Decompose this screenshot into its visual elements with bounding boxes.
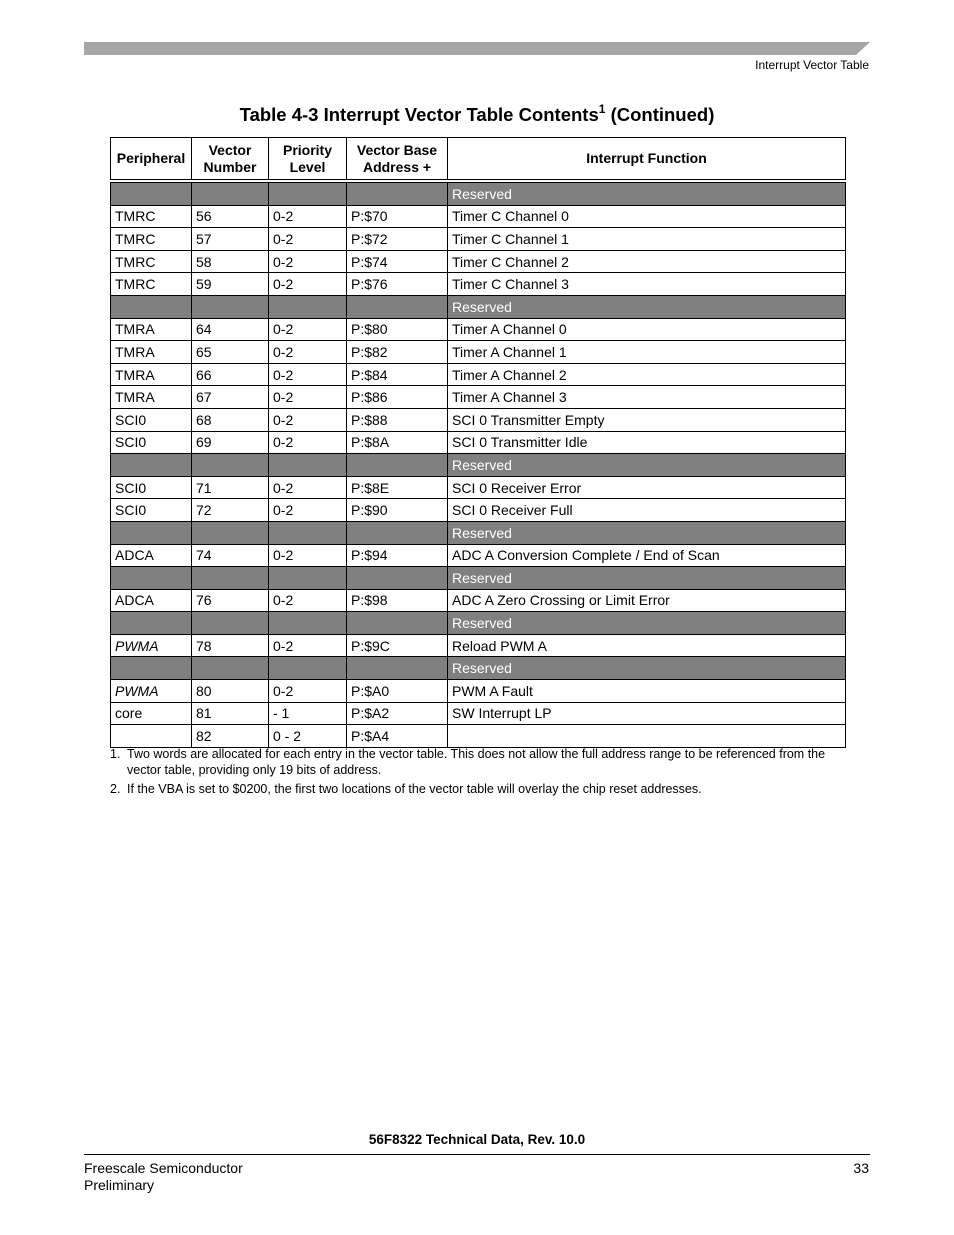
cell-peripheral <box>111 181 192 205</box>
table-row <box>111 341 846 364</box>
cell-priority-level: 0-2 <box>269 386 347 409</box>
table-row-reserved <box>111 521 846 544</box>
document-title: 56F8322 Technical Data, Rev. 10.0 <box>368 1132 586 1147</box>
table-row-reserved <box>111 567 846 590</box>
table-row-reserved <box>111 454 846 477</box>
cell-peripheral: TMRC <box>111 250 192 273</box>
cell-interrupt-function: Timer C Channel 2 <box>448 250 846 273</box>
cell-interrupt-function: SCI 0 Transmitter Idle <box>448 431 846 454</box>
table-row <box>111 205 846 228</box>
table-row <box>111 318 846 341</box>
cell-peripheral: PWMA <box>111 634 192 657</box>
document-status: Preliminary <box>84 1177 155 1193</box>
cell-vector-number <box>192 612 269 635</box>
cell-priority-level: 0-2 <box>269 205 347 228</box>
cell-vector-number: 69 <box>192 431 269 454</box>
page-number: 33 <box>853 1160 869 1176</box>
cell-interrupt-function: Reserved <box>448 295 846 318</box>
cell-vector-base-address: P:$76 <box>347 273 448 296</box>
table-row <box>111 476 846 499</box>
company-name: Freescale Semiconductor <box>84 1160 243 1176</box>
cell-interrupt-function: Timer A Channel 2 <box>448 363 846 386</box>
cell-vector-number: 71 <box>192 476 269 499</box>
cell-vector-base-address <box>347 181 448 205</box>
cell-vector-number: 57 <box>192 228 269 251</box>
cell-peripheral: TMRC <box>111 228 192 251</box>
cell-priority-level: 0-2 <box>269 408 347 431</box>
cell-vector-number: 74 <box>192 544 269 567</box>
table-row <box>111 725 846 748</box>
cell-vector-base-address: P:$98 <box>347 589 448 612</box>
cell-priority-level: 0-2 <box>269 273 347 296</box>
cell-peripheral <box>111 454 192 477</box>
cell-vector-base-address: P:$8A <box>347 431 448 454</box>
table-row-reserved <box>111 657 846 680</box>
cell-vector-base-address <box>347 295 448 318</box>
cell-vector-number: 72 <box>192 499 269 522</box>
cell-vector-number: 81 <box>192 702 269 725</box>
cell-vector-number: 59 <box>192 273 269 296</box>
cell-interrupt-function: Reserved <box>448 181 846 205</box>
table-row <box>111 634 846 657</box>
table-row <box>111 589 846 612</box>
cell-vector-number: 66 <box>192 363 269 386</box>
cell-priority-level <box>269 295 347 318</box>
cell-interrupt-function: Reserved <box>448 612 846 635</box>
cell-peripheral: SCI0 <box>111 408 192 431</box>
cell-priority-level: 0-2 <box>269 228 347 251</box>
cell-interrupt-function: Reserved <box>448 454 846 477</box>
cell-peripheral: TMRA <box>111 318 192 341</box>
table-body <box>111 181 846 747</box>
footnote-number: 2. <box>110 782 121 796</box>
cell-peripheral <box>111 612 192 635</box>
cell-interrupt-function: Timer A Channel 3 <box>448 386 846 409</box>
cell-priority-level: 0-2 <box>269 476 347 499</box>
cell-interrupt-function: PWM A Fault <box>448 680 846 703</box>
table-row <box>111 544 846 567</box>
cell-interrupt-function: SW Interrupt LP <box>448 702 846 725</box>
cell-interrupt-function: ADC A Zero Crossing or Limit Error <box>448 589 846 612</box>
cell-priority-level <box>269 657 347 680</box>
cell-interrupt-function: Timer A Channel 1 <box>448 341 846 364</box>
table-row <box>111 273 846 296</box>
table-row <box>111 680 846 703</box>
column-header-peripheral: Peripheral <box>111 138 192 182</box>
cell-priority-level: 0-2 <box>269 250 347 273</box>
cell-vector-number: 78 <box>192 634 269 657</box>
cell-interrupt-function: Timer C Channel 1 <box>448 228 846 251</box>
cell-peripheral: ADCA <box>111 544 192 567</box>
table-row-reserved <box>111 295 846 318</box>
cell-peripheral <box>111 521 192 544</box>
cell-priority-level: 0-2 <box>269 589 347 612</box>
cell-peripheral: TMRA <box>111 363 192 386</box>
cell-peripheral: TMRC <box>111 205 192 228</box>
footer-left <box>84 1160 243 1194</box>
cell-vector-base-address: P:$94 <box>347 544 448 567</box>
column-header-vector-base-address: Vector Base Address + <box>347 138 448 182</box>
cell-vector-number: 58 <box>192 250 269 273</box>
column-header-priority-level: Priority Level <box>269 138 347 182</box>
cell-priority-level: 0-2 <box>269 680 347 703</box>
cell-interrupt-function: Timer A Channel 0 <box>448 318 846 341</box>
cell-peripheral: SCI0 <box>111 476 192 499</box>
cell-vector-base-address: P:$70 <box>347 205 448 228</box>
cell-priority-level <box>269 454 347 477</box>
cell-vector-base-address <box>347 567 448 590</box>
cell-priority-level: 0 - 2 <box>269 725 347 748</box>
cell-peripheral <box>111 657 192 680</box>
cell-priority-level: 0-2 <box>269 431 347 454</box>
cell-vector-number <box>192 521 269 544</box>
cell-vector-base-address <box>347 454 448 477</box>
cell-interrupt-function: Timer C Channel 0 <box>448 205 846 228</box>
cell-interrupt-function: Reserved <box>448 567 846 590</box>
cell-vector-number <box>192 567 269 590</box>
table-row-reserved <box>111 181 846 205</box>
cell-interrupt-function: Reload PWM A <box>448 634 846 657</box>
table-row <box>111 408 846 431</box>
cell-priority-level <box>269 567 347 590</box>
cell-vector-base-address <box>347 521 448 544</box>
column-header-interrupt-function: Interrupt Function <box>448 138 846 182</box>
cell-vector-number: 64 <box>192 318 269 341</box>
cell-interrupt-function: Reserved <box>448 657 846 680</box>
header-bar <box>84 42 870 55</box>
cell-peripheral: TMRC <box>111 273 192 296</box>
cell-priority-level <box>269 521 347 544</box>
cell-priority-level: - 1 <box>269 702 347 725</box>
cell-vector-number: 67 <box>192 386 269 409</box>
cell-priority-level: 0-2 <box>269 634 347 657</box>
table-row <box>111 386 846 409</box>
cell-vector-number: 65 <box>192 341 269 364</box>
cell-vector-base-address: P:$90 <box>347 499 448 522</box>
cell-interrupt-function: ADC A Conversion Complete / End of Scan <box>448 544 846 567</box>
cell-priority-level: 0-2 <box>269 363 347 386</box>
cell-vector-base-address: P:$88 <box>347 408 448 431</box>
table-row-reserved <box>111 612 846 635</box>
cell-peripheral: TMRA <box>111 341 192 364</box>
cell-priority-level <box>269 612 347 635</box>
cell-vector-base-address: P:$A4 <box>347 725 448 748</box>
footer-divider <box>84 1154 870 1155</box>
cell-interrupt-function: Timer C Channel 3 <box>448 273 846 296</box>
cell-peripheral: PWMA <box>111 680 192 703</box>
footnote-text: Two words are allocated for each entry in the vector table. This does not allow the full address range to be referenced from the vector table, providing only 19 bits of address. <box>127 747 826 777</box>
table-row <box>111 228 846 251</box>
cell-vector-base-address: P:$A2 <box>347 702 448 725</box>
footnote-2 <box>110 781 845 797</box>
running-header: Interrupt Vector Table <box>755 58 869 72</box>
cell-vector-base-address: P:$74 <box>347 250 448 273</box>
cell-vector-number <box>192 181 269 205</box>
table-header-row <box>111 138 846 182</box>
cell-vector-base-address: P:$82 <box>347 341 448 364</box>
footnote-text: If the VBA is set to $0200, the first two locations of the vector table will overlay the chip reset addresses. <box>127 782 702 796</box>
cell-peripheral: SCI0 <box>111 431 192 454</box>
cell-peripheral: ADCA <box>111 589 192 612</box>
cell-priority-level <box>269 181 347 205</box>
cell-vector-base-address <box>347 612 448 635</box>
cell-priority-level: 0-2 <box>269 499 347 522</box>
cell-interrupt-function: Reserved <box>448 521 846 544</box>
table-row <box>111 431 846 454</box>
cell-vector-number <box>192 657 269 680</box>
table-row <box>111 250 846 273</box>
cell-interrupt-function: SCI 0 Receiver Error <box>448 476 846 499</box>
cell-vector-base-address: P:$80 <box>347 318 448 341</box>
cell-vector-base-address: P:$9C <box>347 634 448 657</box>
cell-vector-number: 80 <box>192 680 269 703</box>
cell-interrupt-function: SCI 0 Receiver Full <box>448 499 846 522</box>
cell-vector-number <box>192 454 269 477</box>
cell-interrupt-function <box>448 725 846 748</box>
cell-vector-base-address: P:$72 <box>347 228 448 251</box>
cell-vector-number <box>192 295 269 318</box>
footnotes <box>110 746 845 800</box>
interrupt-vector-table <box>110 137 846 748</box>
cell-vector-number: 82 <box>192 725 269 748</box>
cell-interrupt-function: SCI 0 Transmitter Empty <box>448 408 846 431</box>
cell-peripheral <box>111 567 192 590</box>
table-row <box>111 363 846 386</box>
table-title: Table 4-3 Interrupt Vector Table Contents$^1$ (Continued) <box>239 102 715 125</box>
cell-peripheral <box>111 725 192 748</box>
column-header-vector-number: Vector Number <box>192 138 269 182</box>
cell-vector-base-address <box>347 657 448 680</box>
cell-priority-level: 0-2 <box>269 318 347 341</box>
cell-vector-base-address: P:$84 <box>347 363 448 386</box>
cell-vector-base-address: P:$A0 <box>347 680 448 703</box>
cell-priority-level: 0-2 <box>269 341 347 364</box>
cell-priority-level: 0-2 <box>269 544 347 567</box>
cell-vector-number: 68 <box>192 408 269 431</box>
cell-peripheral: TMRA <box>111 386 192 409</box>
cell-vector-number: 56 <box>192 205 269 228</box>
table-row <box>111 499 846 522</box>
cell-vector-base-address: P:$8E <box>347 476 448 499</box>
footnote-1 <box>110 746 845 778</box>
title-footnote-marker: 1 <box>598 102 606 116</box>
footnote-number: 1. <box>110 747 121 761</box>
table-row <box>111 702 846 725</box>
cell-peripheral: core <box>111 702 192 725</box>
cell-peripheral: SCI0 <box>111 499 192 522</box>
cell-peripheral <box>111 295 192 318</box>
cell-vector-base-address: P:$86 <box>347 386 448 409</box>
cell-vector-number: 76 <box>192 589 269 612</box>
